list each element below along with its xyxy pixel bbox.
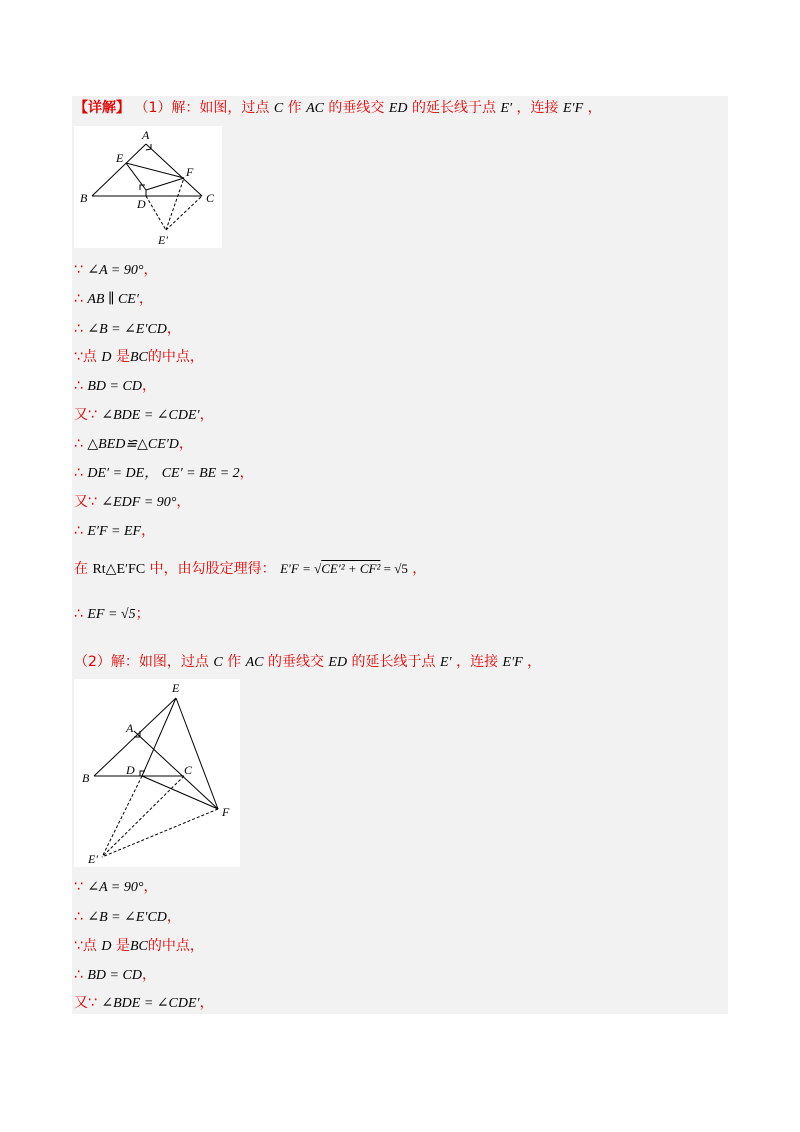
math-expr: BD = CD (87, 968, 142, 983)
label-C: C (206, 191, 215, 205)
logic-symbol: 又∵ (74, 995, 97, 1011)
punct: ， (199, 995, 214, 1011)
label-F: F (222, 805, 230, 819)
math-radicand: CE′² + CF² (321, 561, 381, 576)
step-line (74, 491, 190, 511)
math-expr: ∠BDE = ∠CDE′ (101, 996, 200, 1011)
punct: ， (166, 321, 181, 337)
logic-symbol: ∵ (74, 879, 83, 895)
intro-text: 作 (287, 100, 302, 116)
punct: ， (141, 378, 156, 394)
math-var: E′F (502, 655, 523, 670)
math-expr: △BED≌△CE′D (87, 437, 179, 452)
text: 中，由勾股定理得： (149, 561, 276, 577)
punct: ； (135, 606, 150, 622)
math-expr: Rt△E′FC (92, 562, 146, 577)
math-var: ED (328, 655, 348, 670)
text: 是 (115, 349, 130, 365)
logic-symbol: ∴ (74, 523, 83, 539)
math-expr: DE′ = DE， CE′ = BE = 2 (87, 466, 240, 481)
label-A: A (142, 128, 150, 142)
logic-symbol: 又∵ (74, 494, 97, 510)
punct: ， (176, 494, 191, 510)
math-var: BC (129, 350, 148, 365)
step-line (74, 876, 157, 896)
part2-intro (74, 651, 541, 671)
part1-intro (74, 97, 602, 117)
math-expr: BD = CD (87, 379, 142, 394)
punct: ， (178, 436, 193, 452)
math-var: AC (306, 101, 324, 116)
step-line (74, 259, 157, 279)
logic-symbol: ∵ (74, 349, 83, 365)
math-var: C (213, 655, 223, 670)
math-var: D (101, 939, 112, 954)
text: 点 (82, 349, 97, 365)
math-expr: = √5 (380, 561, 408, 576)
math-expr: ∠A = 90° (87, 263, 144, 278)
logic-symbol: ∴ (74, 436, 83, 452)
step-line (74, 906, 181, 926)
logic-symbol: ∵ (74, 938, 83, 954)
punct: ， (141, 523, 156, 539)
punct: ， (239, 465, 254, 481)
intro-text: 的垂线交 (328, 100, 385, 116)
step-line (74, 603, 150, 623)
math-expr: ∠A = 90° (87, 880, 144, 895)
logic-symbol: ∴ (74, 909, 83, 925)
intro-text: ， (527, 654, 542, 670)
math-var: E′ (500, 101, 513, 116)
math-var: BC (129, 939, 148, 954)
step-line (74, 992, 214, 1012)
math-var: E′F (562, 101, 584, 116)
label-D: D (126, 763, 135, 777)
punct: ， (412, 561, 427, 577)
intro-text: ，连接 (516, 100, 559, 116)
label-E: E (172, 681, 180, 695)
text: 的中点， (147, 349, 204, 365)
label-B: B (80, 191, 88, 205)
step-line (74, 462, 254, 482)
logic-symbol: ∴ (74, 465, 83, 481)
math-expr: E′F = EF (87, 524, 142, 539)
logic-symbol: ∴ (74, 606, 83, 622)
step-line (74, 964, 156, 984)
intro-text: 作 (227, 654, 242, 670)
text: 是 (115, 938, 130, 954)
intro-text: （2）解：如图，过点 (74, 654, 209, 670)
intro-text: 的延长线于点 (351, 654, 436, 670)
logic-symbol: ∴ (74, 378, 83, 394)
math-var: E′ (440, 655, 452, 670)
punct: ， (138, 291, 153, 307)
figure-1 (74, 126, 222, 248)
intro-text: 的延长线于点 (412, 100, 496, 116)
logic-symbol: 又∵ (74, 407, 97, 423)
math-var: D (101, 350, 112, 365)
logic-symbol: ∴ (74, 291, 83, 307)
text: 的中点， (147, 938, 204, 954)
text: 点 (82, 938, 97, 954)
math-expr: AB ∥ CE′ (87, 292, 139, 307)
math-expr: EF = √5 (87, 607, 136, 622)
math-var: ED (388, 101, 408, 116)
label-E-prime: E′ (158, 233, 168, 247)
label-A: A (126, 721, 134, 735)
punct: ， (143, 262, 158, 278)
figure-2 (74, 679, 240, 867)
label-E: E (116, 151, 124, 165)
punct: ， (199, 407, 214, 423)
math-var: C (273, 101, 284, 116)
logic-symbol: ∵ (74, 262, 83, 278)
step-line (74, 288, 153, 308)
pythagoras-line: 在 Rt△E′FC 中，由勾股定理得： E′F = √CE′² + CF² = √5 ， (74, 561, 427, 577)
step-line (74, 433, 193, 453)
math-expr: ∠EDF = 90° (101, 495, 177, 510)
label-C: C (184, 763, 193, 777)
triangle-diagram-1 (74, 126, 222, 248)
step-line (74, 520, 155, 540)
logic-symbol: ∴ (74, 321, 83, 337)
math-expr: ∠BDE = ∠CDE′ (101, 408, 200, 423)
step-line (74, 318, 181, 338)
text: 在 (74, 561, 88, 577)
math-expr: ∠B = ∠E′CD (87, 910, 167, 925)
math-expr: E′F = (280, 561, 315, 576)
logic-symbol: ∴ (74, 967, 83, 983)
intro-text: ，连接 (456, 654, 499, 670)
math-var: AC (245, 655, 264, 670)
math-expr: ∠B = ∠E′CD (87, 322, 167, 337)
punct: ， (141, 967, 156, 983)
punct: ， (143, 879, 158, 895)
step-line (74, 375, 156, 395)
step-line (74, 404, 214, 424)
step-line (74, 935, 204, 955)
label-D: D (137, 197, 146, 211)
label-E-prime: E′ (88, 852, 98, 866)
punct: ， (166, 909, 181, 925)
intro-text: 的垂线交 (267, 654, 324, 670)
step-line (74, 346, 204, 366)
intro-text: （1）解：如图，过点 (134, 100, 270, 116)
detail-header: 【详解】 (74, 100, 130, 116)
label-B: B (82, 771, 90, 785)
triangle-diagram-2 (74, 679, 240, 867)
intro-text: ， (587, 100, 602, 116)
label-F: F (186, 165, 194, 179)
